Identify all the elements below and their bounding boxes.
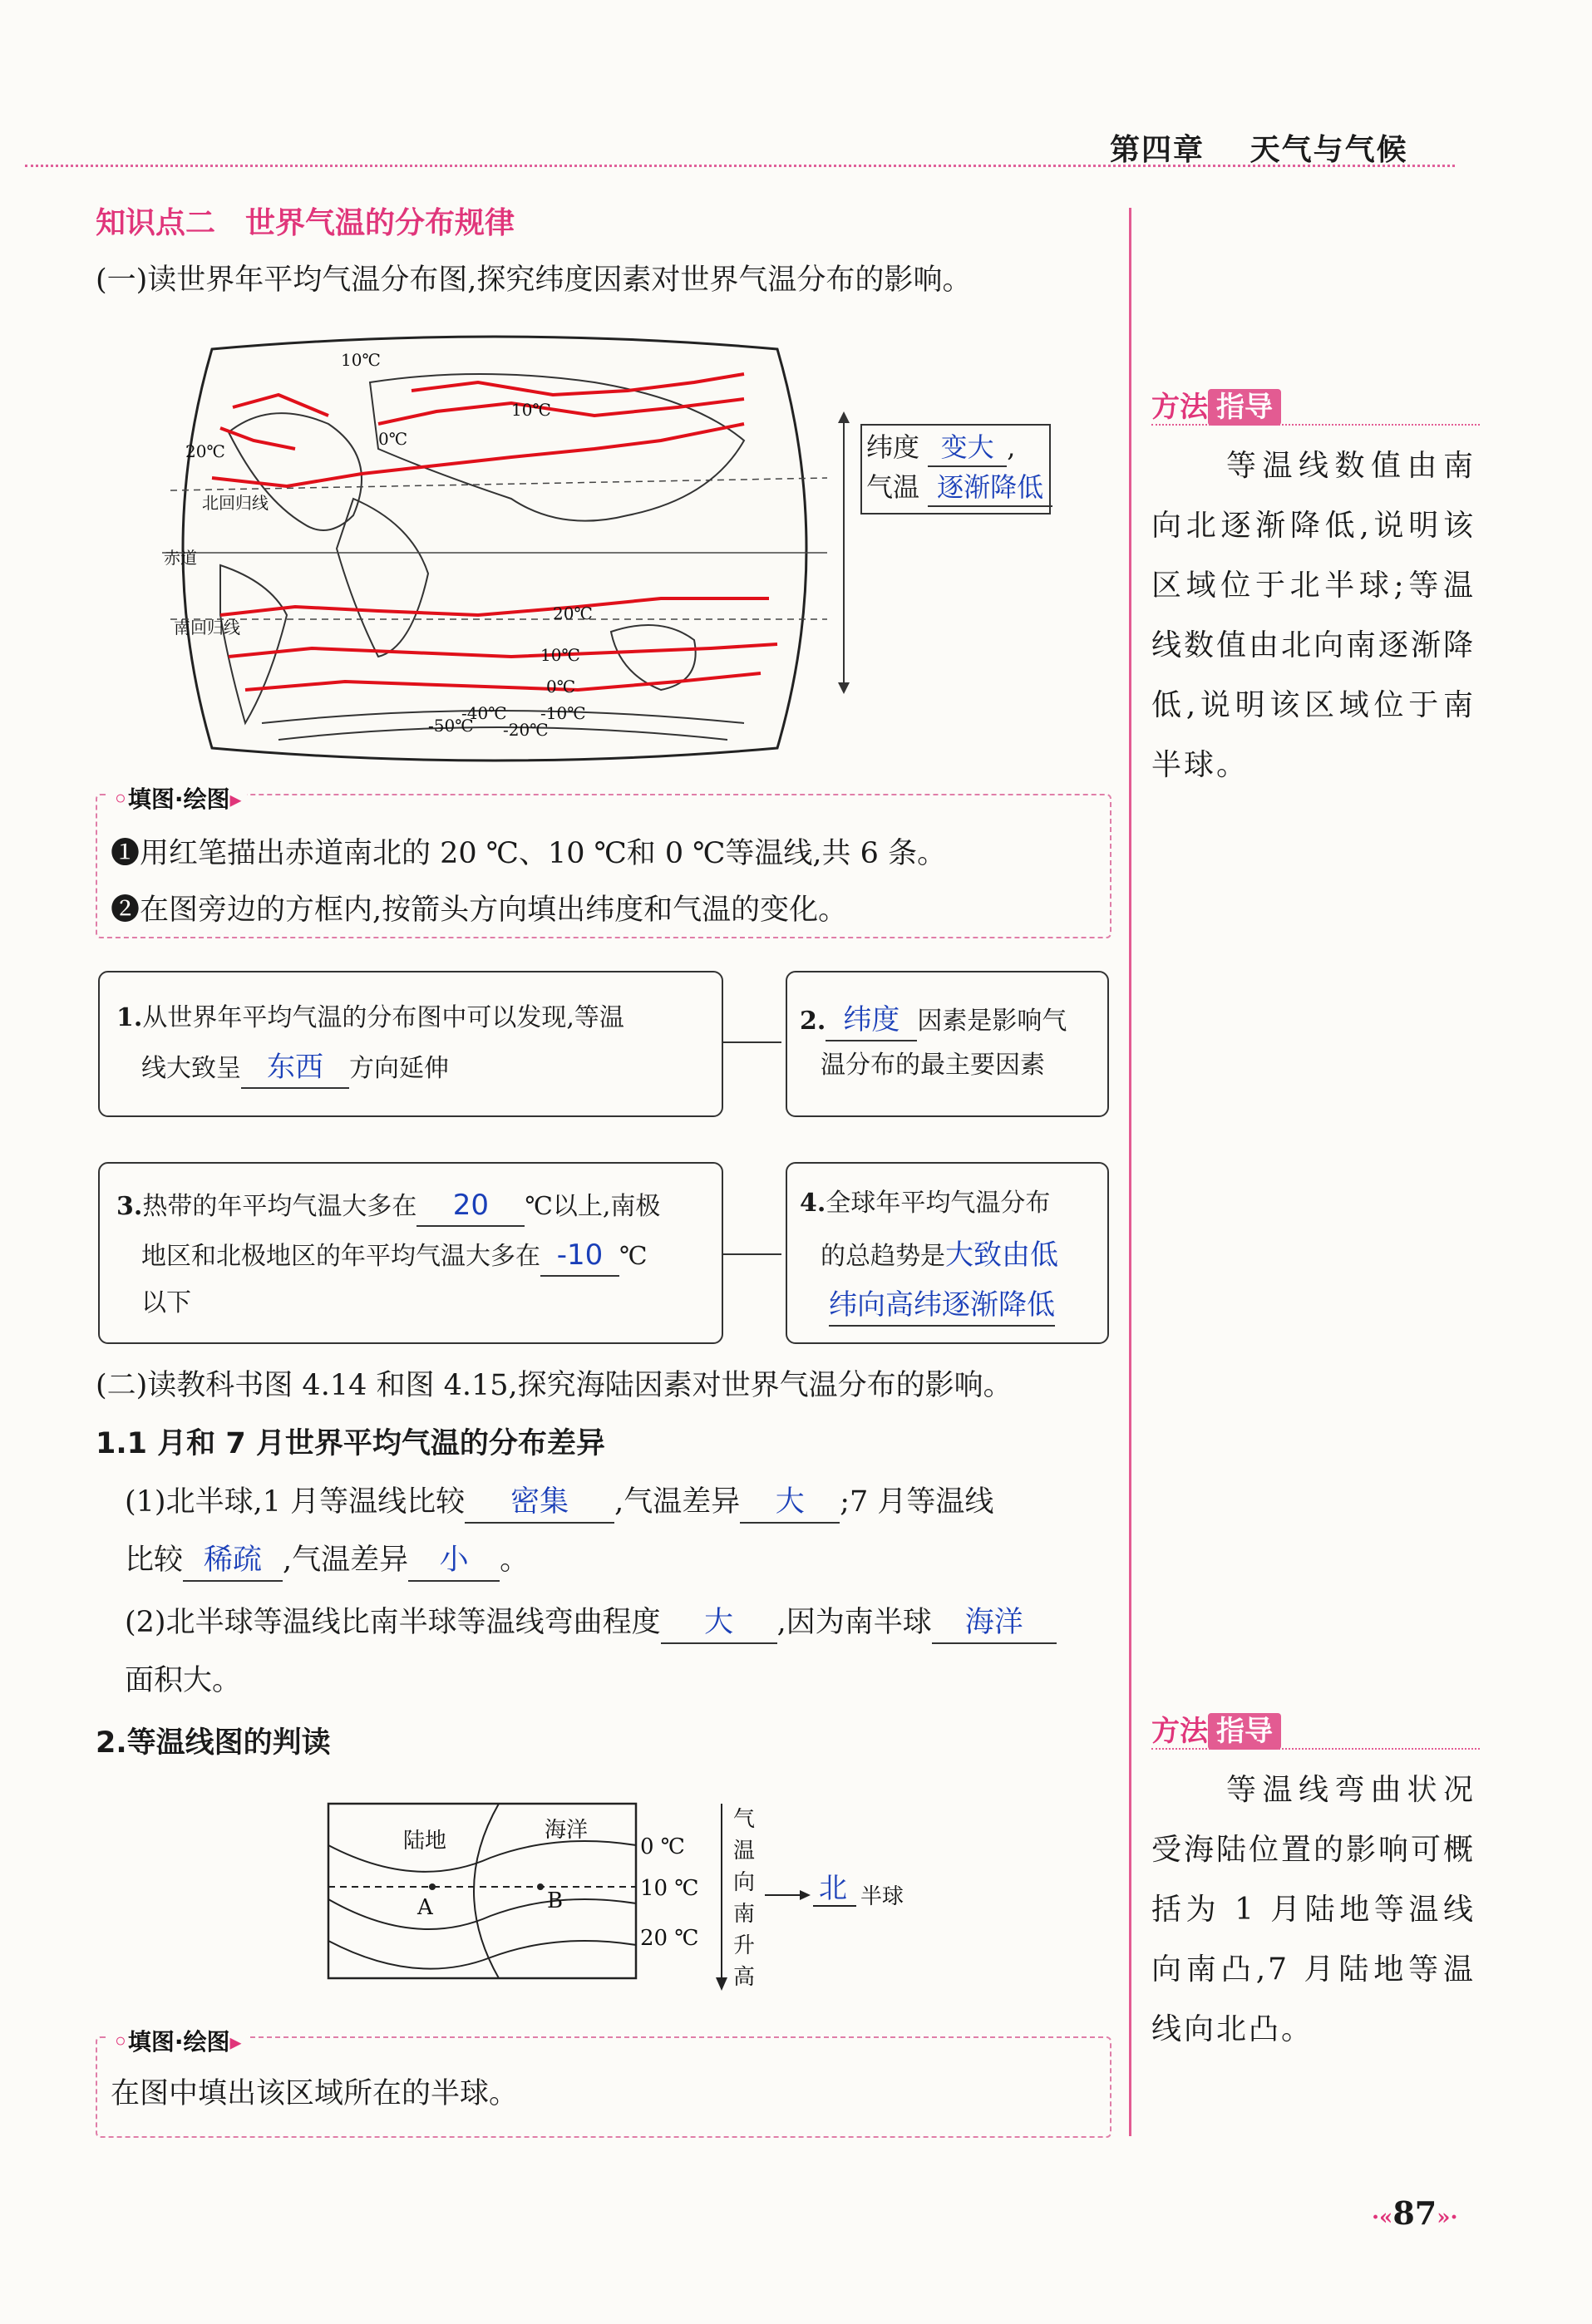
tropic-of-cancer-label: 北回归线 bbox=[202, 493, 269, 513]
diagram-task-tag: ◦填图·绘图▸ bbox=[108, 2024, 247, 2057]
header-divider bbox=[25, 165, 1455, 167]
box4-answer-a: 大致由低 bbox=[945, 1238, 1058, 1272]
latitude-answer: 变大 bbox=[928, 431, 1007, 467]
box2-line2: 温分布的最主要因素 bbox=[821, 1051, 1045, 1080]
section-title: 知识点二 世界气温的分布规律 bbox=[96, 206, 515, 240]
box3-number: 3. bbox=[116, 1192, 143, 1221]
margin-divider bbox=[1129, 208, 1131, 2136]
box4-line2-pre: 的总趋势是 bbox=[821, 1242, 945, 1271]
box3-answer1: 20 bbox=[416, 1187, 525, 1227]
q1-answer-large: 大 bbox=[740, 1484, 840, 1524]
iso-10-label: 10 ℃ bbox=[640, 1876, 699, 1901]
concept-box-1 bbox=[98, 971, 723, 1117]
box3-line1-pre: 热带的年平均气温大多在 bbox=[142, 1192, 417, 1221]
label-minus-10: -10℃ bbox=[540, 703, 586, 723]
latitude-label: 纬度 bbox=[866, 431, 920, 463]
part1-intro: (一)读世界年平均气温分布图,探究纬度因素对世界气温分布的影响。 bbox=[96, 263, 972, 297]
chapter-title: 天气与气候 bbox=[1249, 133, 1408, 167]
part2-intro: (二)读教科书图 4.14 和图 4.15,探究海陆因素对世界气温分布的影响。 bbox=[96, 1369, 1013, 1402]
label-minus-20: -20℃ bbox=[503, 720, 549, 740]
axis-char-5: 升 bbox=[733, 1933, 756, 1958]
axis-char-3: 向 bbox=[733, 1870, 756, 1895]
temperature-answer: 逐渐降低 bbox=[928, 470, 1052, 507]
box2-number: 2. bbox=[800, 1007, 826, 1036]
method-tip-1-divider bbox=[1151, 424, 1480, 426]
label-0-south: 0℃ bbox=[546, 677, 576, 697]
iso-0-label: 0 ℃ bbox=[640, 1834, 685, 1859]
concept-box-4 bbox=[786, 1162, 1109, 1344]
label-20-north-west: 20℃ bbox=[185, 441, 225, 461]
label-minus-50: -50℃ bbox=[428, 716, 474, 736]
box2-line1-post: 因素是影响气 bbox=[917, 1007, 1067, 1036]
point-b-label: B bbox=[547, 1888, 564, 1913]
box3-line2-pre: 地区和北极地区的年平均气温大多在 bbox=[141, 1242, 540, 1271]
q1-line1: (1)北半球,1 月等温线比较 密集 ,气温差异 大 ;7 月等温线 bbox=[125, 1484, 993, 1524]
q1-answer-dense: 密集 bbox=[465, 1484, 614, 1524]
ocean-label: 海洋 bbox=[545, 1818, 589, 1843]
chapter-header bbox=[1110, 126, 1408, 169]
concept-box-3 bbox=[98, 1162, 723, 1344]
q2-line2: 面积大。 bbox=[125, 1664, 242, 1697]
map-task-1: ❶用红笔描出赤道南北的 20 ℃、10 ℃和 0 ℃等温线,共 6 条。 bbox=[111, 837, 947, 870]
label-20-south: 20℃ bbox=[553, 603, 593, 623]
box1-answer: 东西 bbox=[241, 1049, 349, 1089]
concept-box-2 bbox=[786, 971, 1109, 1117]
box4-answer-b: 纬向高纬逐渐降低 bbox=[829, 1287, 1055, 1327]
page-number: ·«87»· bbox=[1372, 2194, 1458, 2232]
part2-sub2-title: 2.等温线图的判读 bbox=[96, 1726, 331, 1760]
box1-number: 1. bbox=[116, 1003, 143, 1032]
equator-label: 赤道 bbox=[164, 548, 197, 568]
comma: , bbox=[1007, 431, 1016, 463]
arrow-1-2 bbox=[723, 1041, 781, 1043]
iso-20-label: 20 ℃ bbox=[640, 1926, 699, 1951]
label-minus-40: -40℃ bbox=[461, 703, 507, 723]
q1-answer-small: 小 bbox=[408, 1542, 500, 1582]
vertical-arrow bbox=[831, 411, 856, 694]
label-0-north: 0℃ bbox=[378, 429, 408, 449]
box1-line2-pre: 线大致呈 bbox=[141, 1054, 241, 1083]
hemisphere-suffix: 半球 bbox=[860, 1884, 904, 1909]
box3-line1-post: ℃以上,南极 bbox=[525, 1192, 661, 1221]
arrow-3-4 bbox=[723, 1253, 781, 1255]
q1-line2: 比较 稀疏 ,气温差异 小 。 bbox=[125, 1542, 529, 1582]
tropic-of-capricorn-label: 南回归线 bbox=[174, 618, 240, 638]
temperature-label: 气温 bbox=[866, 471, 920, 503]
world-temperature-map bbox=[162, 332, 827, 765]
diagram-task: 在图中填出该区域所在的半球。 bbox=[111, 2077, 519, 2110]
part2-sub1-title: 1.1 月和 7 月世界平均气温的分布差异 bbox=[96, 1427, 605, 1460]
method-tip-2-divider bbox=[1151, 1748, 1480, 1750]
q1-answer-sparse: 稀疏 bbox=[183, 1542, 283, 1582]
label-10-north-center: 10℃ bbox=[511, 400, 551, 420]
label-10-south: 10℃ bbox=[540, 645, 580, 665]
axis-char-1: 气 bbox=[733, 1807, 756, 1832]
q2-answer-large: 大 bbox=[661, 1604, 777, 1644]
axis-char-2: 温 bbox=[733, 1839, 756, 1864]
axis-char-4: 南 bbox=[733, 1902, 756, 1927]
q2-answer-ocean: 海洋 bbox=[932, 1604, 1057, 1644]
box3-line3: 以下 bbox=[141, 1288, 191, 1317]
method-tip-1-tag: 方法 指导 bbox=[1151, 384, 1281, 425]
q2-line1: (2)北半球等温线比南半球等温线弯曲程度 大 ,因为南半球 海洋 bbox=[125, 1604, 1057, 1644]
method-tip-2-text: 等温线弯曲状况受海陆位置的影响可概括为 1 月陆地等温线向南凸,7 月陆地等温线向北凸。 bbox=[1151, 1773, 1476, 2046]
box2-answer: 纬度 bbox=[826, 1002, 917, 1041]
box3-line2-post: ℃ bbox=[619, 1242, 648, 1271]
box3-answer2: -10 bbox=[540, 1237, 619, 1277]
isotherm-diagram bbox=[324, 1800, 939, 1999]
method-tip-2-tag: 方法 指导 bbox=[1151, 1708, 1281, 1749]
chapter-number: 第四章 bbox=[1110, 133, 1205, 167]
label-10-north: 10℃ bbox=[341, 350, 381, 370]
lat-temp-box bbox=[860, 424, 1051, 515]
map-task-tag: ◦填图·绘图▸ bbox=[108, 781, 247, 815]
box1-line1: 从世界年平均气温的分布图中可以发现,等温 bbox=[142, 1003, 624, 1032]
axis-char-6: 高 bbox=[733, 1965, 756, 1990]
box1-line2-post: 方向延伸 bbox=[349, 1054, 449, 1083]
map-task-2: ❷在图旁边的方框内,按箭头方向填出纬度和气温的变化。 bbox=[111, 894, 848, 927]
method-tip-1-text: 等温线数值由南向北逐渐降低,说明该区域位于北半球;等温线数值由北向南逐渐降低,说明该区域位于南半球。 bbox=[1151, 449, 1476, 782]
land-label: 陆地 bbox=[403, 1829, 447, 1854]
box4-number: 4. bbox=[800, 1189, 826, 1218]
hemisphere-answer: 北 bbox=[819, 1872, 847, 1905]
point-a-label: A bbox=[417, 1895, 433, 1920]
box4-line1: 全球年平均气温分布 bbox=[826, 1189, 1051, 1218]
